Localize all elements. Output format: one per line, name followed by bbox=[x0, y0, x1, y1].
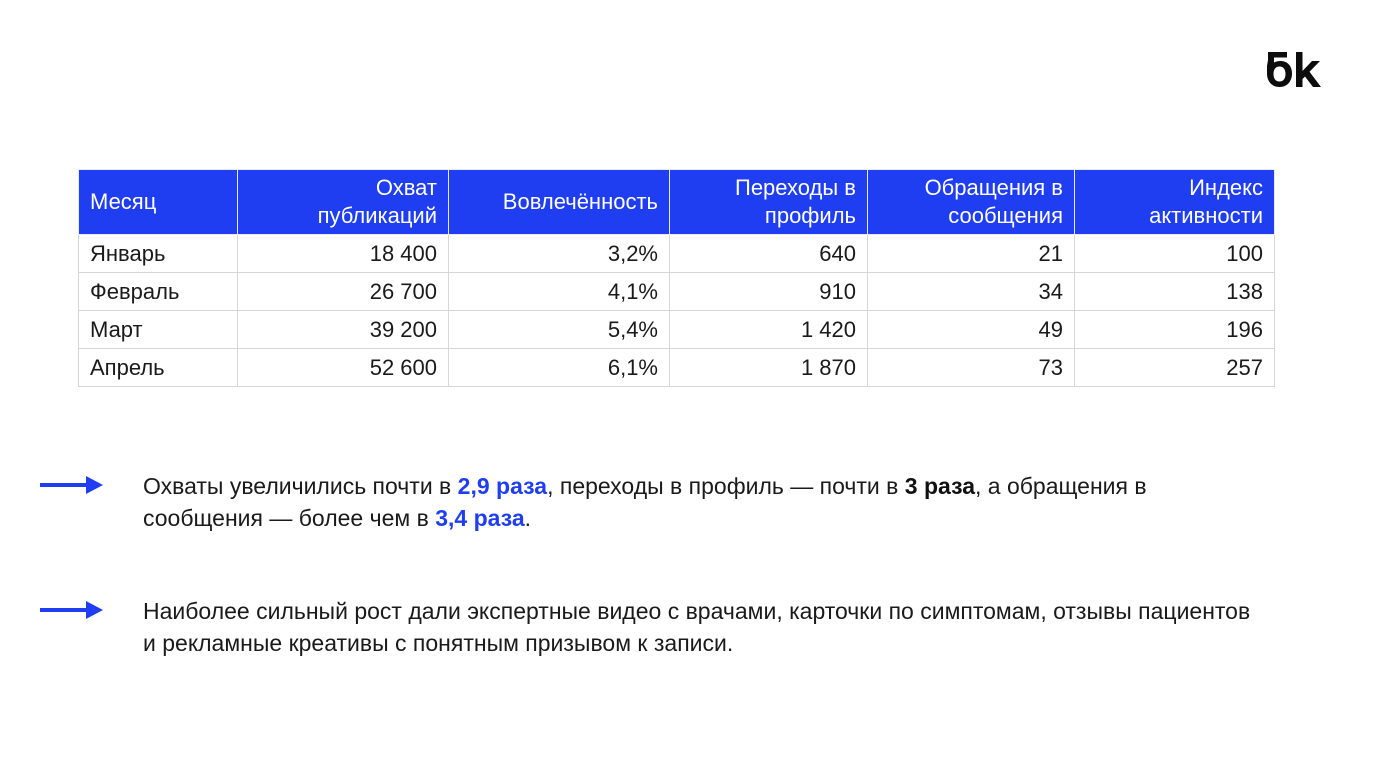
value-cell: 138 bbox=[1075, 273, 1275, 311]
column-header-label: профиль bbox=[764, 203, 856, 228]
note-text-part: . bbox=[524, 505, 531, 531]
value-cell: 1 420 bbox=[670, 311, 868, 349]
column-header-label: активности bbox=[1149, 203, 1263, 228]
month-cell: Март bbox=[79, 311, 238, 349]
column-header bbox=[238, 170, 449, 235]
value-cell: 5,4% bbox=[449, 311, 670, 349]
month-cell: Февраль bbox=[79, 273, 238, 311]
table-row bbox=[79, 311, 1275, 349]
value-cell: 1 870 bbox=[670, 349, 868, 387]
arrow-right-icon bbox=[40, 475, 104, 495]
value-cell: 257 bbox=[1075, 349, 1275, 387]
note-1 bbox=[40, 470, 1340, 534]
value-cell: 18 400 bbox=[238, 235, 449, 273]
value-cell: 910 bbox=[670, 273, 868, 311]
arrow-right-icon bbox=[40, 600, 104, 620]
value-cell: 21 bbox=[868, 235, 1075, 273]
note-highlight: 3,4 раза bbox=[435, 505, 525, 531]
note-text-part: Охваты увеличились почти в bbox=[143, 473, 458, 499]
value-cell: 6,1% bbox=[449, 349, 670, 387]
column-header bbox=[1075, 170, 1275, 235]
note-2 bbox=[40, 595, 1340, 659]
value-cell: 196 bbox=[1075, 311, 1275, 349]
column-header bbox=[449, 170, 670, 235]
note-highlight: 3 раза bbox=[904, 473, 975, 499]
table-row bbox=[79, 235, 1275, 273]
table-body bbox=[79, 235, 1275, 387]
note-highlight: 2,9 раза bbox=[457, 473, 548, 499]
value-cell: 100 bbox=[1075, 235, 1275, 273]
column-header-label: Месяц bbox=[90, 189, 157, 214]
column-header-label: Вовлечённость bbox=[502, 189, 658, 214]
table-row bbox=[79, 349, 1275, 387]
column-header-label: Индекс bbox=[1189, 175, 1263, 200]
value-cell: 52 600 bbox=[238, 349, 449, 387]
value-cell: 640 bbox=[670, 235, 868, 273]
column-header-label: Охват bbox=[375, 175, 437, 200]
value-cell: 3,2% bbox=[449, 235, 670, 273]
table-header-row bbox=[79, 170, 1275, 235]
column-header-label: сообщения bbox=[948, 203, 1063, 228]
note-text bbox=[143, 470, 1263, 534]
value-cell: 73 bbox=[868, 349, 1075, 387]
column-header-label: Обращения в bbox=[924, 175, 1063, 200]
note-text-part: Наиболее сильный рост дали экспертные видео с врачами, карточки по симптомам, отзывы пациентов и рекламные креативы с понятным призывом к записи. bbox=[143, 598, 1251, 656]
month-cell: Апрель bbox=[79, 349, 238, 387]
column-header bbox=[79, 170, 238, 235]
column-header-label: Переходы в bbox=[735, 175, 856, 200]
value-cell: 26 700 bbox=[238, 273, 449, 311]
brand-logo bbox=[1263, 46, 1327, 94]
table-row bbox=[79, 273, 1275, 311]
column-header bbox=[868, 170, 1075, 235]
value-cell: 34 bbox=[868, 273, 1075, 311]
note-text-part: , переходы в профиль — почти в bbox=[547, 473, 905, 499]
value-cell: 4,1% bbox=[449, 273, 670, 311]
month-cell: Январь bbox=[79, 235, 238, 273]
metrics-table bbox=[78, 169, 1275, 387]
column-header bbox=[670, 170, 868, 235]
column-header-label: публикаций bbox=[317, 203, 437, 228]
note-text bbox=[143, 595, 1263, 659]
value-cell: 49 bbox=[868, 311, 1075, 349]
value-cell: 39 200 bbox=[238, 311, 449, 349]
note-text-part: , а обращения в сообщения — более чем в bbox=[143, 473, 1147, 531]
